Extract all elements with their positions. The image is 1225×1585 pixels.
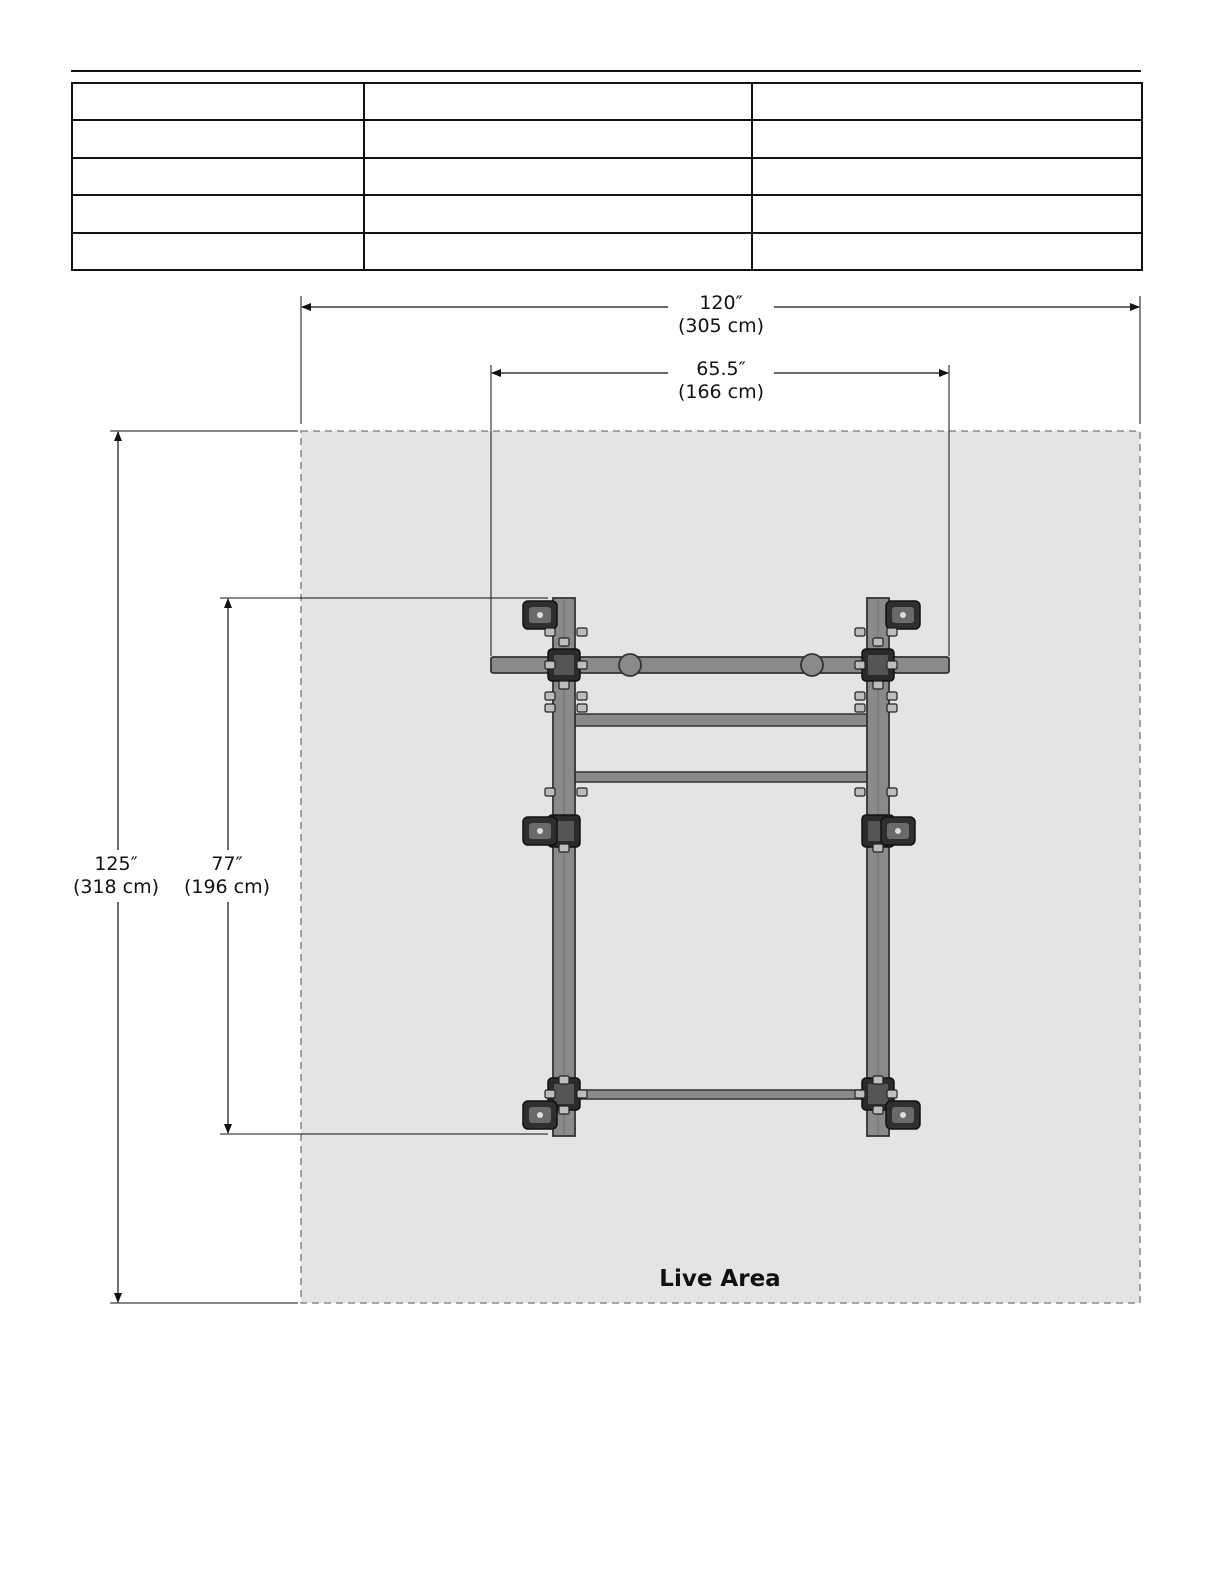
overall-depth-metric: (318 cm) [72, 876, 160, 898]
foot-plate-mid-left [523, 817, 557, 845]
overall-width-metric: (305 cm) [677, 315, 765, 337]
rack-depth-imperial: 77″ [211, 853, 243, 875]
foot-plate-mid-right [881, 817, 915, 845]
overall-depth-imperial: 125″ [94, 853, 138, 875]
rack-depth-metric: (196 cm) [183, 876, 271, 898]
rack-width-imperial: 65.5″ [696, 358, 746, 380]
rack-width-metric: (166 cm) [677, 381, 765, 403]
overall-width-imperial: 120″ [699, 292, 743, 314]
foot-plate-bottom-left [523, 1101, 557, 1129]
crossbar-middle [575, 772, 867, 782]
live-area [301, 431, 1140, 1303]
crossbar-bottom [575, 1090, 867, 1099]
overall-depth-dimension [73, 431, 298, 1303]
foot-plate-bottom-right [886, 1101, 920, 1129]
pull-up-bar-grip-left [619, 654, 641, 676]
foot-plate-top-left [523, 601, 557, 629]
pull-up-bar-grip-right [801, 654, 823, 676]
crossbar-upper [575, 714, 867, 726]
foot-plate-top-right [886, 601, 920, 629]
live-area-label: Live Area [659, 1266, 781, 1292]
